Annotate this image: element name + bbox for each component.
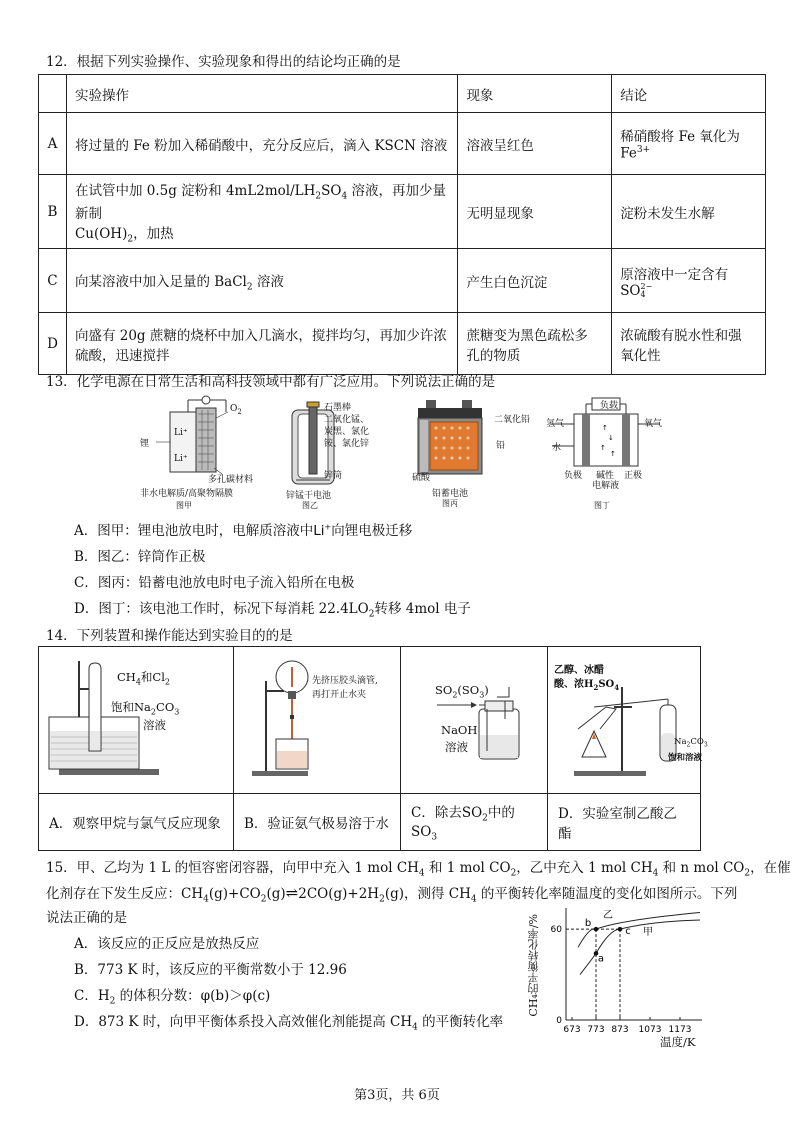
zinc-can-label: 锌筒 bbox=[324, 471, 343, 481]
page-footer: 第3页，共 6页 bbox=[354, 1088, 440, 1103]
svg-text:↑: ↑ bbox=[602, 424, 608, 432]
figure-zinc-battery bbox=[284, 400, 384, 512]
apparatus-b bbox=[234, 647, 401, 794]
data-point bbox=[594, 927, 599, 932]
row-operation: 在试管中加 0.5g 淀粉和 $4mL2mol/LH_2SO_4$ 溶液，再加少量新制 $Cu(OH)_2$，加热 bbox=[66, 175, 457, 249]
figure-lithium-battery bbox=[136, 392, 256, 512]
acid-label: 硫酸 bbox=[412, 473, 431, 483]
row-conclusion: 稀硝酸将 Fe 氧化为 $Fe^{3+}$ bbox=[612, 113, 766, 175]
y-tick-label: 0 bbox=[556, 1016, 562, 1026]
header-cell: 结论 bbox=[612, 75, 766, 113]
q15-line2: 化剂存在下发生反应：$CH_4(g)+CO_2(g)\rightleftharpoons 2CO(g)+2H_2(g)$，测得 $CH_4$ 的平衡转化率随温度的变化如图所示。下列 bbox=[46, 884, 738, 905]
figure-name: 图丙 bbox=[442, 499, 458, 508]
solution-label: 溶液 bbox=[445, 740, 468, 754]
lead-battery-label: 铅蓄电池 bbox=[432, 489, 469, 499]
row-conclusion: 淀粉未发生水解 bbox=[612, 175, 766, 249]
point-label: a bbox=[597, 953, 605, 965]
q13-option-b: B．图乙：锌筒作正极 bbox=[74, 549, 206, 565]
x-tick-label: 673 bbox=[563, 1025, 581, 1035]
row-label: B bbox=[39, 175, 67, 249]
positive-label: 正极 bbox=[624, 471, 643, 481]
load-label: 负载 bbox=[600, 401, 619, 411]
conversion-chart bbox=[524, 900, 714, 1052]
hydrogen-label: 氢气 bbox=[546, 419, 565, 429]
q13-option-c: C．图丙：铅蓄电池放电时电子流入铅所在电极 bbox=[74, 575, 355, 591]
mixture-label: 二氧化锰、 bbox=[324, 415, 370, 425]
row-phenomenon: 溶液呈红色 bbox=[458, 113, 612, 175]
point-label: b bbox=[584, 918, 592, 930]
q12-title: 12．根据下列实验操作、实验现象和得出的结论均正确的是 bbox=[46, 54, 401, 70]
x-tick-label: 1173 bbox=[668, 1025, 692, 1035]
row-phenomenon: 产生白色沉淀 bbox=[458, 249, 612, 313]
q15-option-a: A．该反应的正反应是放热反应 bbox=[74, 936, 260, 952]
apparatus-c bbox=[401, 647, 548, 794]
lead-label: 铅 bbox=[496, 441, 506, 451]
q15-line3: 说法正确的是 bbox=[46, 910, 127, 926]
water-label: 水 bbox=[552, 443, 562, 453]
figure-name: 图丁 bbox=[594, 501, 610, 510]
mixture-label: 炭黑、氯化 bbox=[324, 427, 370, 437]
row-phenomenon: 蔗糖变为黑色疏松多 孔的物质 bbox=[458, 313, 612, 375]
row-label: C bbox=[39, 249, 67, 313]
q15-option-c: C．$H_2$ 的体积分数：φ(b)＞φ(c) bbox=[74, 988, 271, 1007]
point-label: c bbox=[625, 926, 631, 938]
row-operation: 向某溶液中加入足量的 BaCl$_2$ 溶液 bbox=[66, 249, 457, 313]
svg-text:↑: ↑ bbox=[600, 444, 606, 452]
mixture-label: 铵、氯化锌 bbox=[324, 439, 370, 449]
y-tick-label: 60 bbox=[550, 925, 562, 936]
q14-table bbox=[38, 646, 708, 851]
li-ion-label: Li⁺ bbox=[174, 428, 188, 438]
header-cell bbox=[39, 75, 67, 113]
caption-a: A．观察甲烷与氯气反应现象 bbox=[39, 794, 234, 851]
y-axis-label: CH₄的平衡转化率/% bbox=[527, 914, 540, 1017]
x-tick-label: 773 bbox=[587, 1025, 605, 1035]
q15-option-d: D．873 K 时，向甲平衡体系投入高效催化剂能提高 $CH_4$ 的平衡转化率 bbox=[74, 1014, 504, 1033]
oxygen-label: 氧气 bbox=[644, 419, 663, 429]
saturated-solution-label: 饱和溶液 bbox=[668, 753, 703, 763]
figure-lead-battery bbox=[412, 398, 532, 512]
methane-label: $CH_4$和$Cl_2$ bbox=[117, 670, 170, 687]
negative-label: 负极 bbox=[564, 471, 583, 481]
table-row bbox=[39, 175, 766, 249]
table-header-row bbox=[39, 75, 766, 113]
header-cell: 现象 bbox=[458, 75, 612, 113]
figure-name: 图甲 bbox=[176, 501, 192, 510]
svg-text:↑: ↑ bbox=[610, 450, 616, 458]
header-cell: 实验操作 bbox=[66, 75, 457, 113]
apparatus-d bbox=[548, 647, 708, 794]
oxygen-label: $O_2$ bbox=[230, 404, 242, 416]
graphite-label: 石墨棒 bbox=[324, 403, 352, 413]
x-tick-label: 873 bbox=[611, 1025, 629, 1035]
svg-text:↓: ↓ bbox=[608, 434, 614, 442]
lithium-label: 锂 bbox=[140, 439, 150, 449]
q13-option-d: D．图丁：该电池工作时，标况下每消耗 $22.4LO_2$转移 4mol 电子 bbox=[74, 601, 471, 620]
data-point bbox=[618, 927, 623, 932]
li-ion-label: Li⁺ bbox=[174, 454, 188, 464]
row-phenomenon: 无明显现象 bbox=[458, 175, 612, 249]
series-label-jia: 甲 bbox=[643, 927, 653, 939]
pbo2-label: 二氧化铅 bbox=[494, 415, 531, 425]
series-label-yi: 乙 bbox=[603, 910, 613, 922]
reagent-label: 酸、浓$H_2SO_4$ bbox=[554, 679, 620, 692]
ammonia-fountain-apparatus bbox=[234, 647, 400, 793]
row-operation: 向盛有 20g 蔗糖的烧杯中加入几滴水，搅拌均匀，再加少许浓 硫酸，迅速搅拌 bbox=[66, 313, 457, 375]
q13-title: 13．化学电源在日常生活和高科技领域中都有广泛应用。下列说法正确的是 bbox=[46, 374, 496, 390]
caption-b: B．验证氨气极易溶于水 bbox=[234, 794, 401, 851]
apparatus-a bbox=[39, 647, 234, 794]
q14-title: 14．下列装置和操作能达到实验目的的是 bbox=[46, 628, 293, 644]
zinc-battery-label: 锌锰干电池 bbox=[286, 491, 332, 501]
carbon-label: 多孔碳材料 bbox=[208, 475, 254, 485]
row-label: A bbox=[39, 113, 67, 175]
row-label: D bbox=[39, 313, 67, 375]
row-operation: 将过量的 Fe 粉加入稀硝酸中，充分反应后，滴入 KSCN 溶液 bbox=[66, 113, 457, 175]
figure-fuel-cell bbox=[546, 396, 666, 512]
figure-name: 图乙 bbox=[302, 501, 318, 510]
na2co3-label: $Na_2CO_3$ bbox=[674, 737, 708, 749]
caption-c: C．除去$SO_2$中的$SO_3$ bbox=[401, 794, 548, 851]
q15-line1: 15．甲、乙均为 1 L 的恒容密闭容器，向甲中充入 1 mol $CH_4$ 和 1 mol $CO_2$，乙中充入 1 mol $CH_4$ 和 n mol $CO_2$，在催 bbox=[46, 860, 791, 879]
table-row bbox=[39, 249, 766, 313]
step-label: 先挤压胶头滴管, bbox=[312, 676, 378, 686]
q13-option-a: A．图甲：锂电池放电时，电解质溶液中Li+向锂电极迁移 bbox=[74, 522, 413, 539]
table-row bbox=[39, 313, 766, 375]
reagent-label: 乙醇、冰醋 bbox=[554, 665, 604, 676]
caption-row bbox=[39, 794, 701, 851]
solution-label: 溶液 bbox=[143, 718, 166, 732]
caption-d: D．实验室制乙酸乙酯 bbox=[548, 794, 701, 851]
step-label: 再打开止水夹 bbox=[312, 690, 367, 700]
naoh-label: NaOH bbox=[441, 723, 478, 737]
gas-washing-bottle bbox=[401, 647, 547, 793]
figure-row bbox=[39, 647, 701, 794]
row-conclusion: 浓硫酸有脱水性和强 氧化性 bbox=[612, 313, 766, 375]
q12-table bbox=[38, 74, 766, 375]
x-tick-label: 1073 bbox=[638, 1025, 662, 1035]
x-axis-label: 温度/K bbox=[660, 1035, 696, 1049]
sodium-carbonate-label: 饱和$Na_2CO_3$ bbox=[111, 700, 180, 717]
electrolyte-label: 碱性 bbox=[596, 471, 615, 481]
row-conclusion: 原溶液中一定含有 SO2− 4 bbox=[612, 249, 766, 313]
conversion-chart-svg bbox=[524, 900, 714, 1052]
q15-option-b: B．773 K 时，该反应的平衡常数小于 12.96 bbox=[74, 962, 347, 978]
membrane-label: 非水电解质/高聚物隔膜 bbox=[140, 489, 234, 499]
electrolyte-label: 电解液 bbox=[592, 481, 620, 491]
so2-label: $SO_2(SO_3)$ bbox=[435, 683, 489, 700]
table-row bbox=[39, 113, 766, 175]
